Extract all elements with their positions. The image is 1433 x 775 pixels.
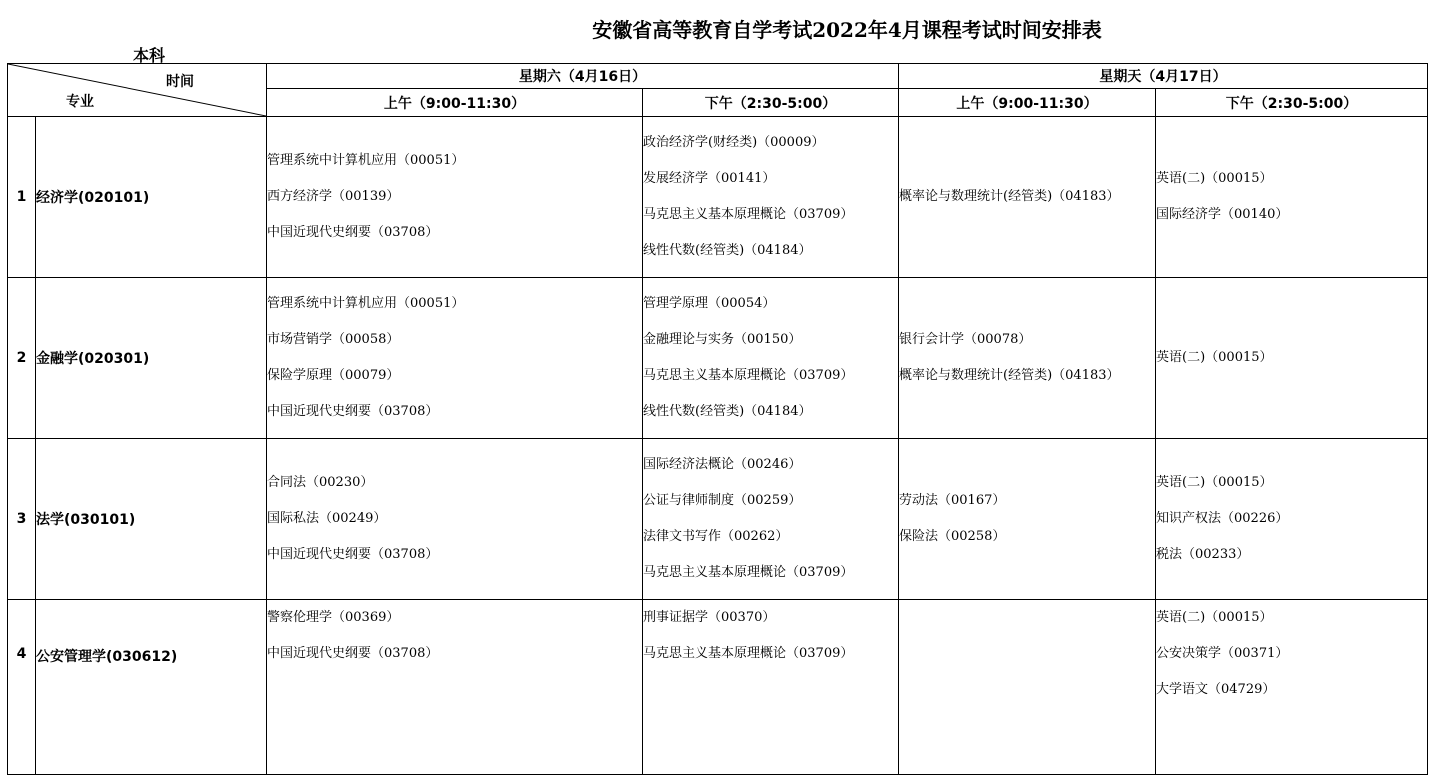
table-row <box>8 439 1428 600</box>
corner-header-cell <box>8 64 267 117</box>
level-label: 本科 <box>133 46 166 65</box>
course-item: 合同法（00230） <box>267 475 374 491</box>
slot-header-sun-afternoon: 下午（2:30-5:00） <box>1156 89 1428 117</box>
course-item: 马克思主义基本原理概论（03709） <box>643 368 854 383</box>
page-title: 安徽省高等教育自学考试2022年4月课程考试时间安排表 <box>592 18 1102 42</box>
course-item: 劳动法（00167） <box>899 493 1006 509</box>
course-item: 线性代数(经管类)（04184） <box>643 403 812 419</box>
sun-morning-cell <box>899 600 1156 775</box>
sat-morning-cell <box>267 278 643 439</box>
course-item: 公安决策学（00371） <box>1156 645 1289 661</box>
sun-morning-cell <box>899 278 1156 439</box>
course-item: 管理系统中计算机应用（00051） <box>267 296 465 312</box>
table-row <box>8 117 1428 278</box>
course-item: 概率论与数理统计(经管类)（04183） <box>899 368 1120 383</box>
course-item: 税法（00233） <box>1156 546 1250 562</box>
course-item: 保险学原理（00079） <box>267 368 400 383</box>
sat-morning-cell <box>267 117 643 278</box>
day-header-saturday: 星期六（4月16日） <box>267 64 899 89</box>
course-item: 法律文书写作（00262） <box>643 529 789 544</box>
course-item: 中国近现代史纲要（03708） <box>267 546 439 562</box>
sun-afternoon-cell <box>1156 278 1428 439</box>
course-item: 英语(二)（00015） <box>1156 350 1273 366</box>
course-item: 线性代数(经管类)（04184） <box>643 242 812 258</box>
course-item: 知识产权法（00226） <box>1156 511 1289 527</box>
course-item: 管理系统中计算机应用（00051） <box>267 153 465 169</box>
course-item: 警察伦理学（00369） <box>267 610 400 625</box>
corner-time-label: 时间 <box>166 74 194 90</box>
row-index: 1 <box>8 117 36 278</box>
day-header-sunday: 星期天（4月17日） <box>899 64 1428 89</box>
table-row <box>8 600 1428 775</box>
sun-afternoon-cell <box>1156 439 1428 600</box>
course-item: 银行会计学（00078） <box>899 332 1032 348</box>
course-item: 中国近现代史纲要（03708） <box>267 403 439 419</box>
major-name: 公安管理学(030612) <box>36 600 267 775</box>
course-item: 概率论与数理统计(经管类)（04183） <box>899 189 1120 205</box>
course-item: 政治经济学(财经类)（00009） <box>643 135 825 151</box>
course-item: 英语(二)（00015） <box>1156 610 1273 625</box>
corner-major-label: 专业 <box>66 94 94 110</box>
schedule-table <box>7 63 1428 775</box>
course-item: 英语(二)（00015） <box>1156 475 1273 491</box>
course-item: 金融理论与实务（00150） <box>643 332 802 348</box>
sat-morning-cell <box>267 439 643 600</box>
major-name: 法学(030101) <box>36 439 267 600</box>
course-item: 西方经济学（00139） <box>267 189 400 205</box>
slot-header-sun-morning: 上午（9:00-11:30） <box>899 89 1156 117</box>
slot-header-sat-afternoon: 下午（2:30-5:00） <box>643 89 899 117</box>
course-item: 刑事证据学（00370） <box>643 610 776 625</box>
course-item: 马克思主义基本原理概论（03709） <box>643 564 854 580</box>
sat-afternoon-cell <box>643 600 899 775</box>
row-index: 4 <box>8 600 36 775</box>
table-row <box>8 278 1428 439</box>
diagonal-divider <box>8 64 266 116</box>
course-item: 马克思主义基本原理概论（03709） <box>643 207 854 222</box>
course-item: 市场营销学（00058） <box>267 332 400 348</box>
course-item: 国际私法（00249） <box>267 511 387 527</box>
row-index: 3 <box>8 439 36 600</box>
sun-afternoon-cell <box>1156 117 1428 278</box>
course-item: 中国近现代史纲要（03708） <box>267 224 439 240</box>
sat-morning-cell <box>267 600 643 775</box>
sat-afternoon-cell <box>643 439 899 600</box>
row-index: 2 <box>8 278 36 439</box>
course-item: 马克思主义基本原理概论（03709） <box>643 645 854 661</box>
course-item: 中国近现代史纲要（03708） <box>267 645 439 661</box>
course-item: 大学语文（04729） <box>1156 681 1276 697</box>
major-name: 经济学(020101) <box>36 117 267 278</box>
sat-afternoon-cell <box>643 117 899 278</box>
course-item: 保险法（00258） <box>899 529 1006 544</box>
course-item: 国际经济学（00140） <box>1156 207 1289 222</box>
course-item: 发展经济学（00141） <box>643 171 776 187</box>
course-item: 公证与律师制度（00259） <box>643 493 802 509</box>
major-name: 金融学(020301) <box>36 278 267 439</box>
sun-afternoon-cell <box>1156 600 1428 775</box>
sun-morning-cell <box>899 117 1156 278</box>
sat-afternoon-cell <box>643 278 899 439</box>
slot-header-sat-morning: 上午（9:00-11:30） <box>267 89 643 117</box>
course-item: 管理学原理（00054） <box>643 296 776 312</box>
course-item: 英语(二)（00015） <box>1156 171 1273 187</box>
course-item: 国际经济法概论（00246） <box>643 457 802 473</box>
sun-morning-cell <box>899 439 1156 600</box>
